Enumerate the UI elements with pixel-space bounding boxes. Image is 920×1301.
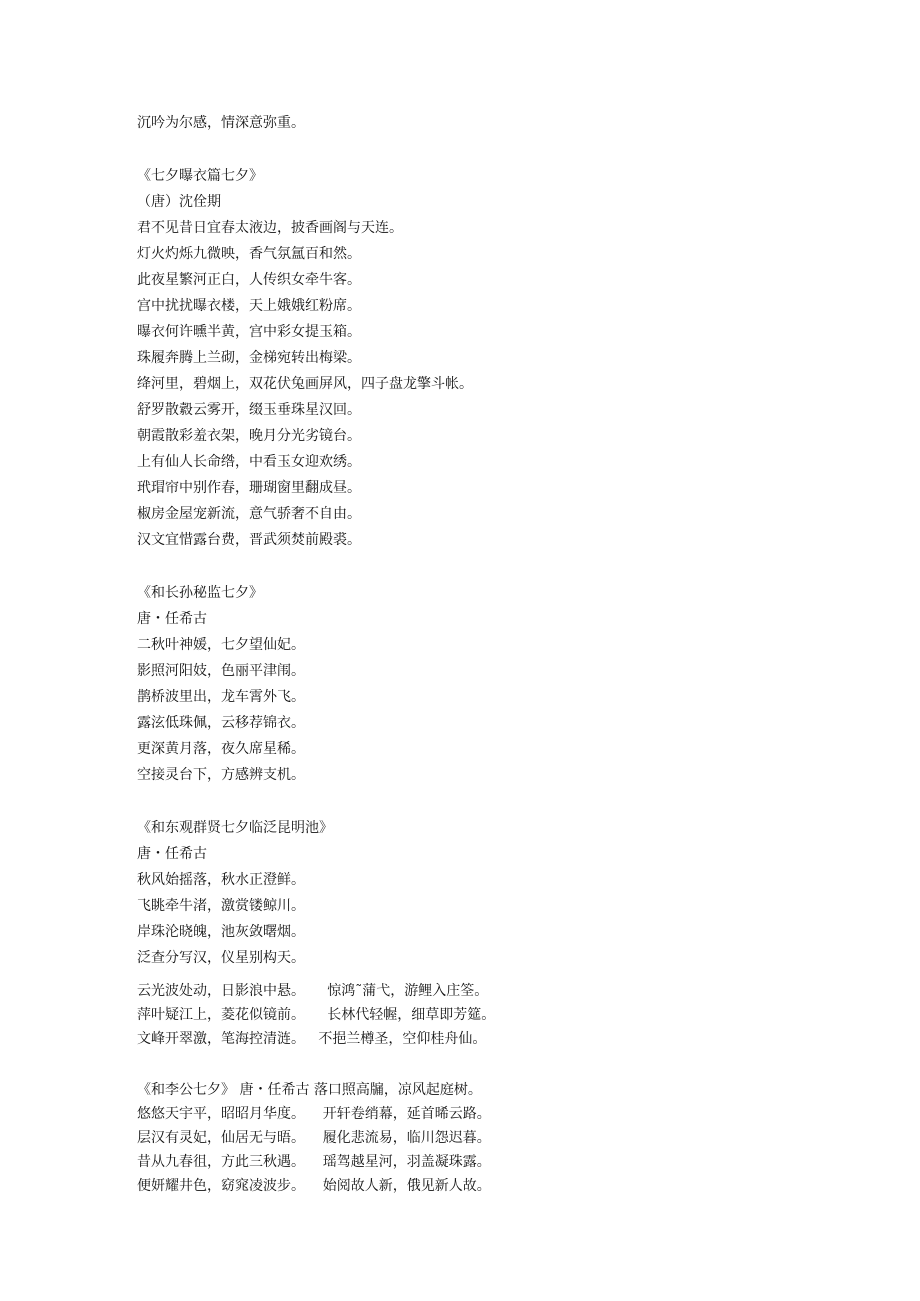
poem-line: 绛河里，碧烟上，双花伏兔画屏风，四子盘龙擎斗帐。 xyxy=(137,376,473,392)
poem-wide-line: 昔从九春徂，方此三秋遇。 瑶驾越星河，羽盖凝珠露。 xyxy=(137,1154,491,1170)
intro-line: 沉吟为尔感，情深意弥重。 xyxy=(137,115,305,131)
poem-line: 上有仙人长命绺，中看玉女迎欢绣。 xyxy=(137,454,361,470)
poem-line: 朝霞散彩羞衣架，晚月分光劣镜台。 xyxy=(137,428,361,444)
poem3-author: 唐・任希古 xyxy=(137,846,207,862)
poem1-title: 《七夕曝衣篇七夕》 xyxy=(137,168,263,184)
poem-line: 露泫低珠佩，云移荐锦衣。 xyxy=(137,715,305,731)
poem-line: 鹊桥波里出，龙车霄外飞。 xyxy=(137,689,305,705)
poem-line: 影照河阳妓，色丽平津闱。 xyxy=(137,663,305,679)
poem-line: 汉文宜惜露台费，晋武须焚前殿裘。 xyxy=(137,532,361,548)
poem-line: 秋风始摇落，秋水正澄鲜。 xyxy=(137,872,305,888)
poem-wide-line: 文峰开翠激，笔海控清涟。 不挹兰樽圣，空仰桂舟仙。 xyxy=(137,1031,487,1047)
poem-line: 二秋叶神媛，七夕望仙妃。 xyxy=(137,637,305,653)
poem4-title-line: 《和李公七夕》 唐・任希古 落口照高牖，凉风起庭树。 xyxy=(137,1082,482,1098)
poem2-author: 唐・任希古 xyxy=(137,611,207,627)
poem-wide-line: 便妍耀井色，窈窕凌波步。 始阅故人新，俄见新人故。 xyxy=(137,1178,491,1194)
poem-wide-line: 悠悠天宇平，昭昭月华度。 开轩卷绡幕，延首晞云路。 xyxy=(137,1106,491,1122)
poem-line: 更深黄月落，夜久席星稀。 xyxy=(137,741,305,757)
poem-wide-line: 云光波处动，日影浪中悬。 惊鸿˜蒲弋，游鲤入庄筌。 xyxy=(137,983,489,999)
poem-line: 曝衣何许曛半黄，宫中彩女提玉箱。 xyxy=(137,324,361,340)
poem-line: 灯火灼烁九微映，香气氛氲百和然。 xyxy=(137,246,361,262)
poem-line: 飞眺牵牛渚，激赏镂鲸川。 xyxy=(137,898,305,914)
poem-wide-line: 萍叶疑江上，菱花似镜前。 长林代轻幄，细草即芳筵。 xyxy=(137,1007,496,1023)
poem1-author: （唐）沈佺期 xyxy=(137,194,221,210)
poem-line: 玳瑁帘中别作春，珊瑚窗里翻成昼。 xyxy=(137,480,361,496)
poem-line: 泛查分写汉，仪星别构天。 xyxy=(137,950,305,966)
poem-line: 此夜星繁河正白，人传织女牵牛客。 xyxy=(137,272,361,288)
poem-line: 舒罗散縠云雾开，缀玉垂珠星汉回。 xyxy=(137,402,361,418)
poem-line: 宫中扰扰曝衣楼，天上娥娥红粉席。 xyxy=(137,298,361,314)
poem3-title: 《和东观群贤七夕临泛昆明池》 xyxy=(137,820,333,836)
poem-wide-line: 层汉有灵妃，仙居无与晤。 履化悲流易，临川怨迟暮。 xyxy=(137,1130,491,1146)
poem-line: 君不见昔日宜春太液边，披香画阁与天连。 xyxy=(137,220,403,236)
poem-line: 珠履奔腾上兰砌，金梯宛转出梅梁。 xyxy=(137,350,361,366)
poem-line: 空接灵台下，方感辨支机。 xyxy=(137,767,305,783)
poem-text-body xyxy=(137,110,837,1198)
poem-line: 椒房金屋宠新流，意气骄奢不自由。 xyxy=(137,506,361,522)
poem2-title: 《和长孙秘监七夕》 xyxy=(137,585,263,601)
poem-line: 岸珠沦晓魄，池灰敛曙烟。 xyxy=(137,924,305,940)
